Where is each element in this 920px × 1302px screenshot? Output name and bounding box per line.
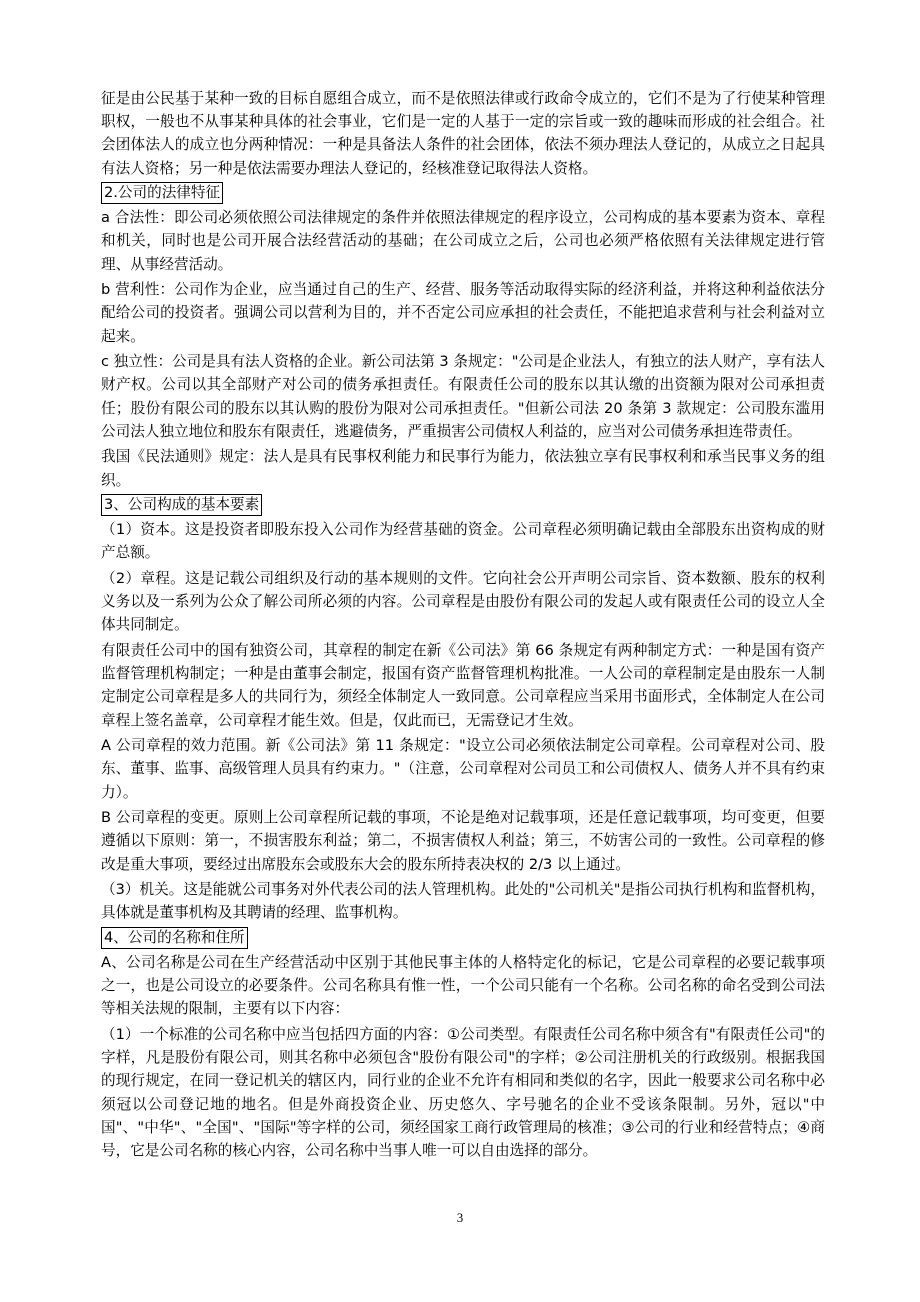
paragraph: （3）机关。这是能就公司事务对外代表公司的法人管理机构。此处的"公司机关"是指公司执行机构和监督机构，具体就是董事机构及其聘请的经理、监事机构。 [101, 881, 825, 922]
paragraph: A、公司名称是公司在生产经营活动中区别于其他民事主体的人格特定化的标记，它是公司章程的必要记载事项之一，也是公司设立的必要条件。公司名称具有惟一性，一个公司只能有一个名称。公司名称的命名受到公司法等相关法规的限制，主要有以下内容： [101, 954, 825, 1018]
paragraph: b 营利性：公司作为企业，应当通过自己的生产、经营、服务等活动取得实际的经济利益，并将这种利益依法分配给公司的投资者。强调公司以营利为目的，并不否定公司应承担的社会责任，不能把追求营利与社会利益对立起来。 [101, 281, 825, 345]
paragraph: 有限责任公司中的国有独资公司，其章程的制定在新《公司法》第 66 条规定有两种制定方式：一种是国有资产监督管理机构制定；一种是由董事会制定，报国有资产监督管理机构批准。一人公司的章程制定是由股东一人制定制定公司章程是多人的共同行为，须经全体制定人一致同意。公司章程应当采用书面形式，全体制定人在公司章程上签名盖章，公司章程才能生效。但是，仅此而已，无需登记才生效。 [101, 642, 825, 729]
paragraph: c 独立性：公司是具有法人资格的企业。新公司法第 3 条规定："公司是企业法人，有独立的法人财产，享有法人财产权。公司以其全部财产对公司的债务承担责任。有限责任公司的股东以其认缴的出资额为限对公司承担责任；股份有限公司的股东以其认购的股份为限对公司承担责任。"但新公司法 20 条第 3 款规定：公司股东滥用公司法人独立地位和股东有限责任，逃避债务，严重损害公司债权人利益的，应当对公司债务承担连带责任。 [101, 353, 825, 440]
paragraph: （1）一个标准的公司名称中应当包括四方面的内容：①公司类型。有限责任公司名称中须含有"有限责任公司"的字样，凡是股份有限公司，则其名称中必须包含"股份有限公司"的字样；②公司注册机关的行政级别。根据我国的现行规定，在同一登记机关的辖区内，同行业的企业不允许有相同和类似的名字，因此一般要求公司名称中必须冠以公司登记地的地名。但是外商投资企业、历史悠久、字号驰名的企业不受该条限制。另外，冠以"中国"、"中华"、"全国"、"国际"等字样的公司，须经国家工商行政管理局的核准；③公司的行业和经营特点；④商号，它是公司名称的核心内容，公司名称中当事人唯一可以自由选择的部分。 [101, 1026, 825, 1160]
page-number: 3 [456, 1210, 464, 1225]
paragraph: A 公司章程的效力范围。新《公司法》第 11 条规定："设立公司必须依法制定公司章程。公司章程对公司、股东、董事、监事、高级管理人员具有约束力。"（注意，公司章程对公司员工和公司债权人、债务人并不具有约束力）。 [101, 737, 825, 801]
section-3-heading-wrap [101, 494, 825, 517]
section-2-heading: 2.公司的法律特征 [101, 182, 223, 204]
section-4-heading: 4、公司的名称和住所 [101, 927, 248, 949]
paragraph: a 合法性：即公司必须依照公司法律规定的条件并依照法律规定的程序设立，公司构成的基本要素为资本、章程和机关，同时也是公司开展合法经营活动的基础；在公司成立之后，公司也必须严格依照有关法律规定进行管理、从事经营活动。 [101, 209, 825, 273]
paragraph-intro: 征是由公民基于某种一致的目标自愿组合成立，而不是依照法律或行政命令成立的，它们不是为了行使某种管理职权，一般也不从事某种具体的社会事业，它们是一定的人基于一定的宗旨或一致的趣味而形成的社会组合。社会团体法人的成立也分两种情况：一种是具备法人条件的社会团体，依法不须办理法人登记的，从成立之日起具有法人资格；另一种是依法需要办理法人登记的，经核准登记取得法人资格。 [101, 90, 825, 177]
document-body [101, 87, 825, 1165]
paragraph: （1）资本。这是投资者即股东投入公司作为经营基础的资金。公司章程必须明确记载由全部股东出资构成的财产总额。 [101, 521, 825, 562]
paragraph: （2）章程。这是记载公司组织及行动的基本规则的文件。它向社会公开声明公司宗旨、资本数额、股东的权利义务以及一系列为公众了解公司所必须的内容。公司章程是由股份有限公司的发起人或有限责任公司的设立人全体共同制定。 [101, 570, 825, 634]
section-4-heading-wrap [101, 927, 825, 950]
paragraph: B 公司章程的变更。原则上公司章程所记载的事项，不论是绝对记载事项，还是任意记载事项，均可变更，但要遵循以下原则：第一，不损害股东利益；第二，不损害债权人利益；第三，不妨害公司的一致性。公司章程的修改是重大事项，要经过出席股东会或股东大会的股东所持表决权的 2/3 以上通过。 [101, 809, 825, 873]
paragraph: 我国《民法通则》规定：法人是具有民事权利能力和民事行为能力，依法独立享有民事权利和承当民事义务的组织。 [101, 448, 825, 489]
section-2-heading-wrap [101, 182, 825, 205]
section-3-heading: 3、公司构成的基本要素 [101, 494, 262, 516]
